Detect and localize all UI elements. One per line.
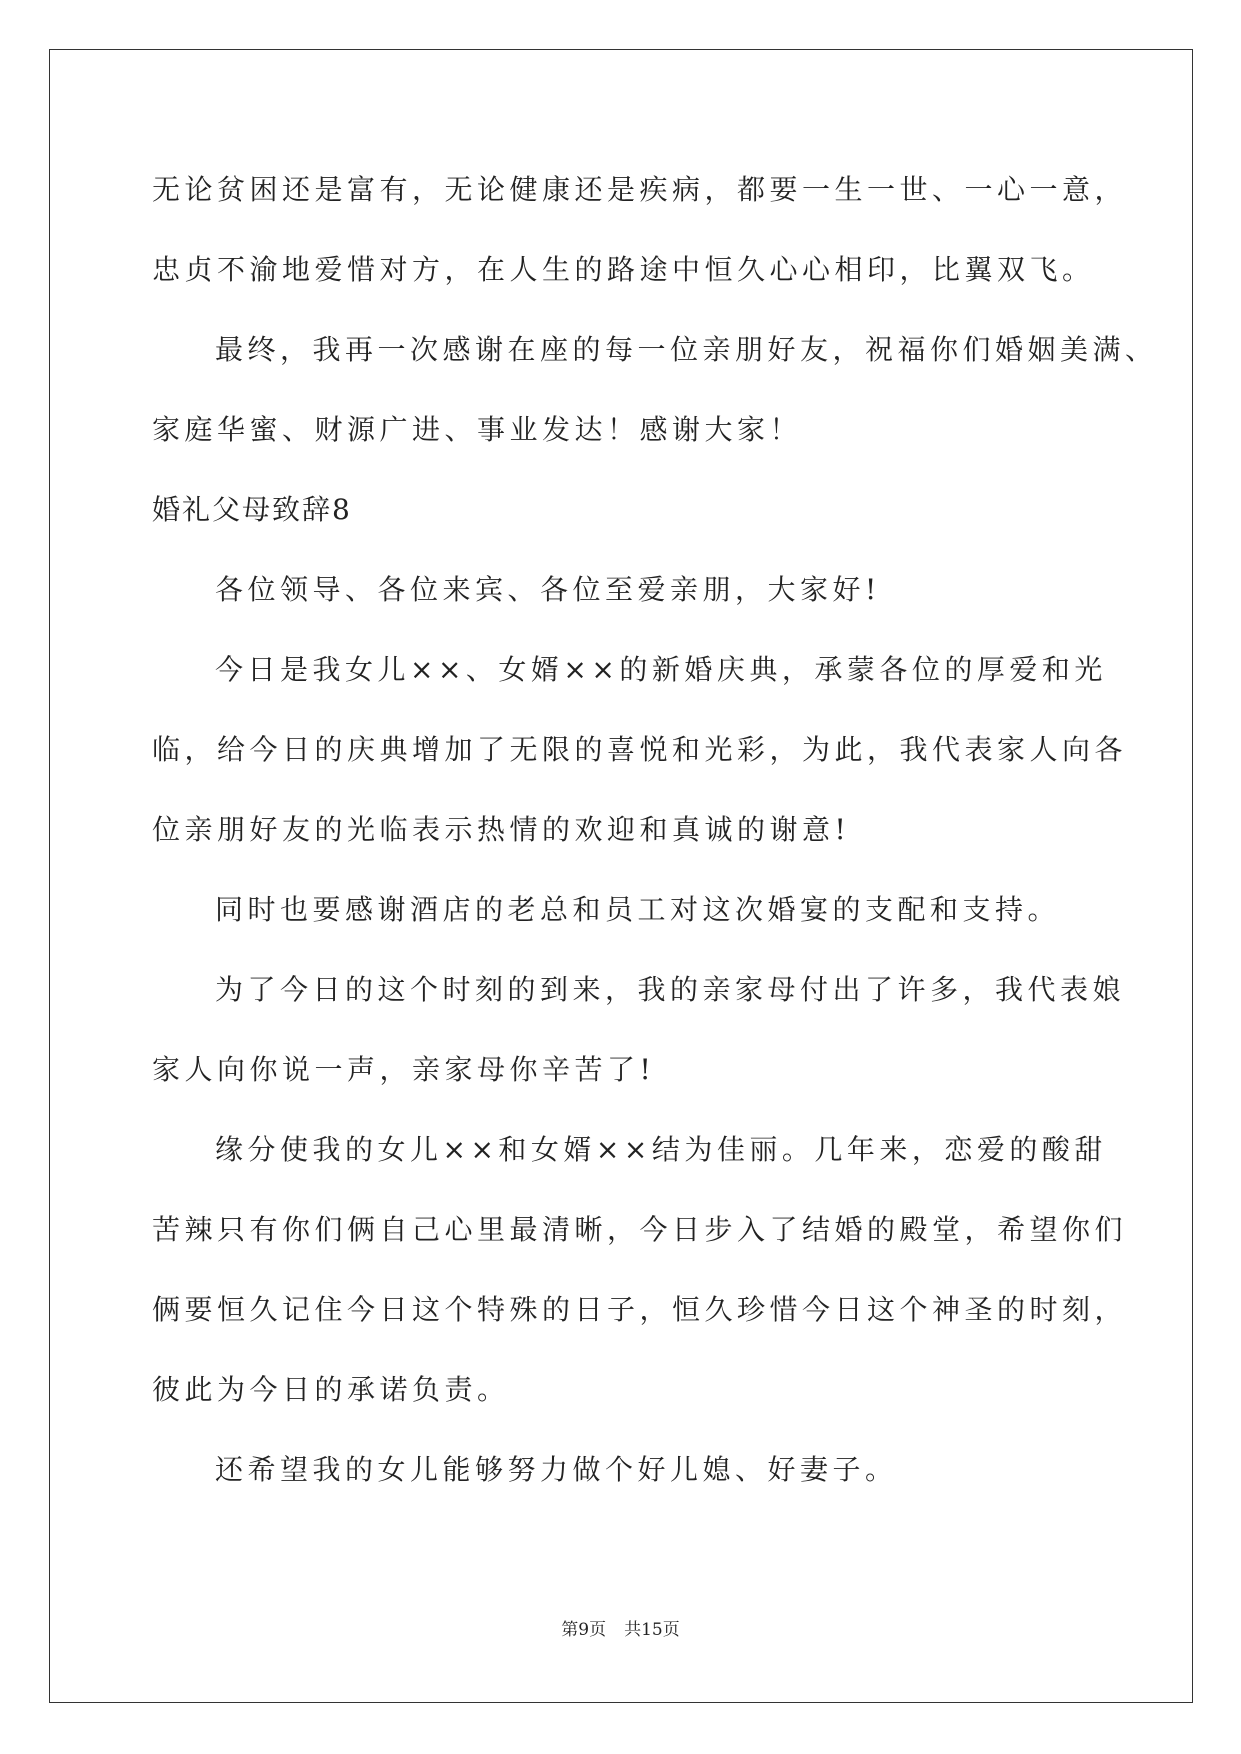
body-line-3: 最终，我再一次感谢在座的每一位亲朋好友，祝福你们婚姻美满、 xyxy=(215,333,1158,366)
body-line-9: 位亲朋好友的光临表示热情的欢迎和真诚的谢意! xyxy=(152,813,851,846)
body-line-13: 缘分使我的女儿××和女婿××结为佳丽。几年来，恋爱的酸甜 xyxy=(215,1133,1107,1166)
body-line-1: 无论贫困还是富有，无论健康还是疾病，都要一生一世、一心一意， xyxy=(152,173,1128,206)
body-line-7: 今日是我女儿××、女婿××的新婚庆典，承蒙各位的厚爱和光 xyxy=(215,653,1107,686)
body-line-4: 家庭华蜜、财源广进、事业发达！感谢大家！ xyxy=(152,413,803,446)
body-line-17: 还希望我的女儿能够努力做个好儿媳、好妻子。 xyxy=(215,1453,898,1486)
body-line-10: 同时也要感谢酒店的老总和员工对这次婚宴的支配和支持。 xyxy=(215,893,1061,926)
section-heading: 婚礼父母致辞8 xyxy=(152,493,352,526)
body-line-11: 为了今日的这个时刻的到来，我的亲家母付出了许多，我代表娘 xyxy=(215,973,1126,1006)
page-footer xyxy=(0,1618,1241,1642)
body-line-8: 临，给今日的庆典增加了无限的喜悦和光彩，为此，我代表家人向各 xyxy=(152,733,1128,766)
body-line-6: 各位领导、各位来宾、各位至爱亲朋，大家好! xyxy=(215,573,881,606)
body-line-16: 彼此为今日的承诺负责。 xyxy=(152,1373,510,1406)
body-line-12: 家人向你说一声，亲家母你辛苦了! xyxy=(152,1053,656,1086)
page-total: 共15页 xyxy=(624,1620,680,1640)
body-line-15: 俩要恒久记住今日这个特殊的日子，恒久珍惜今日这个神圣的时刻， xyxy=(152,1293,1128,1326)
page-number: 第9页 xyxy=(561,1620,607,1640)
body-line-14: 苦辣只有你们俩自己心里最清晰，今日步入了结婚的殿堂，希望你们 xyxy=(152,1213,1128,1246)
body-line-2: 忠贞不渝地爱惜对方，在人生的路途中恒久心心相印，比翼双飞。 xyxy=(152,253,1095,286)
